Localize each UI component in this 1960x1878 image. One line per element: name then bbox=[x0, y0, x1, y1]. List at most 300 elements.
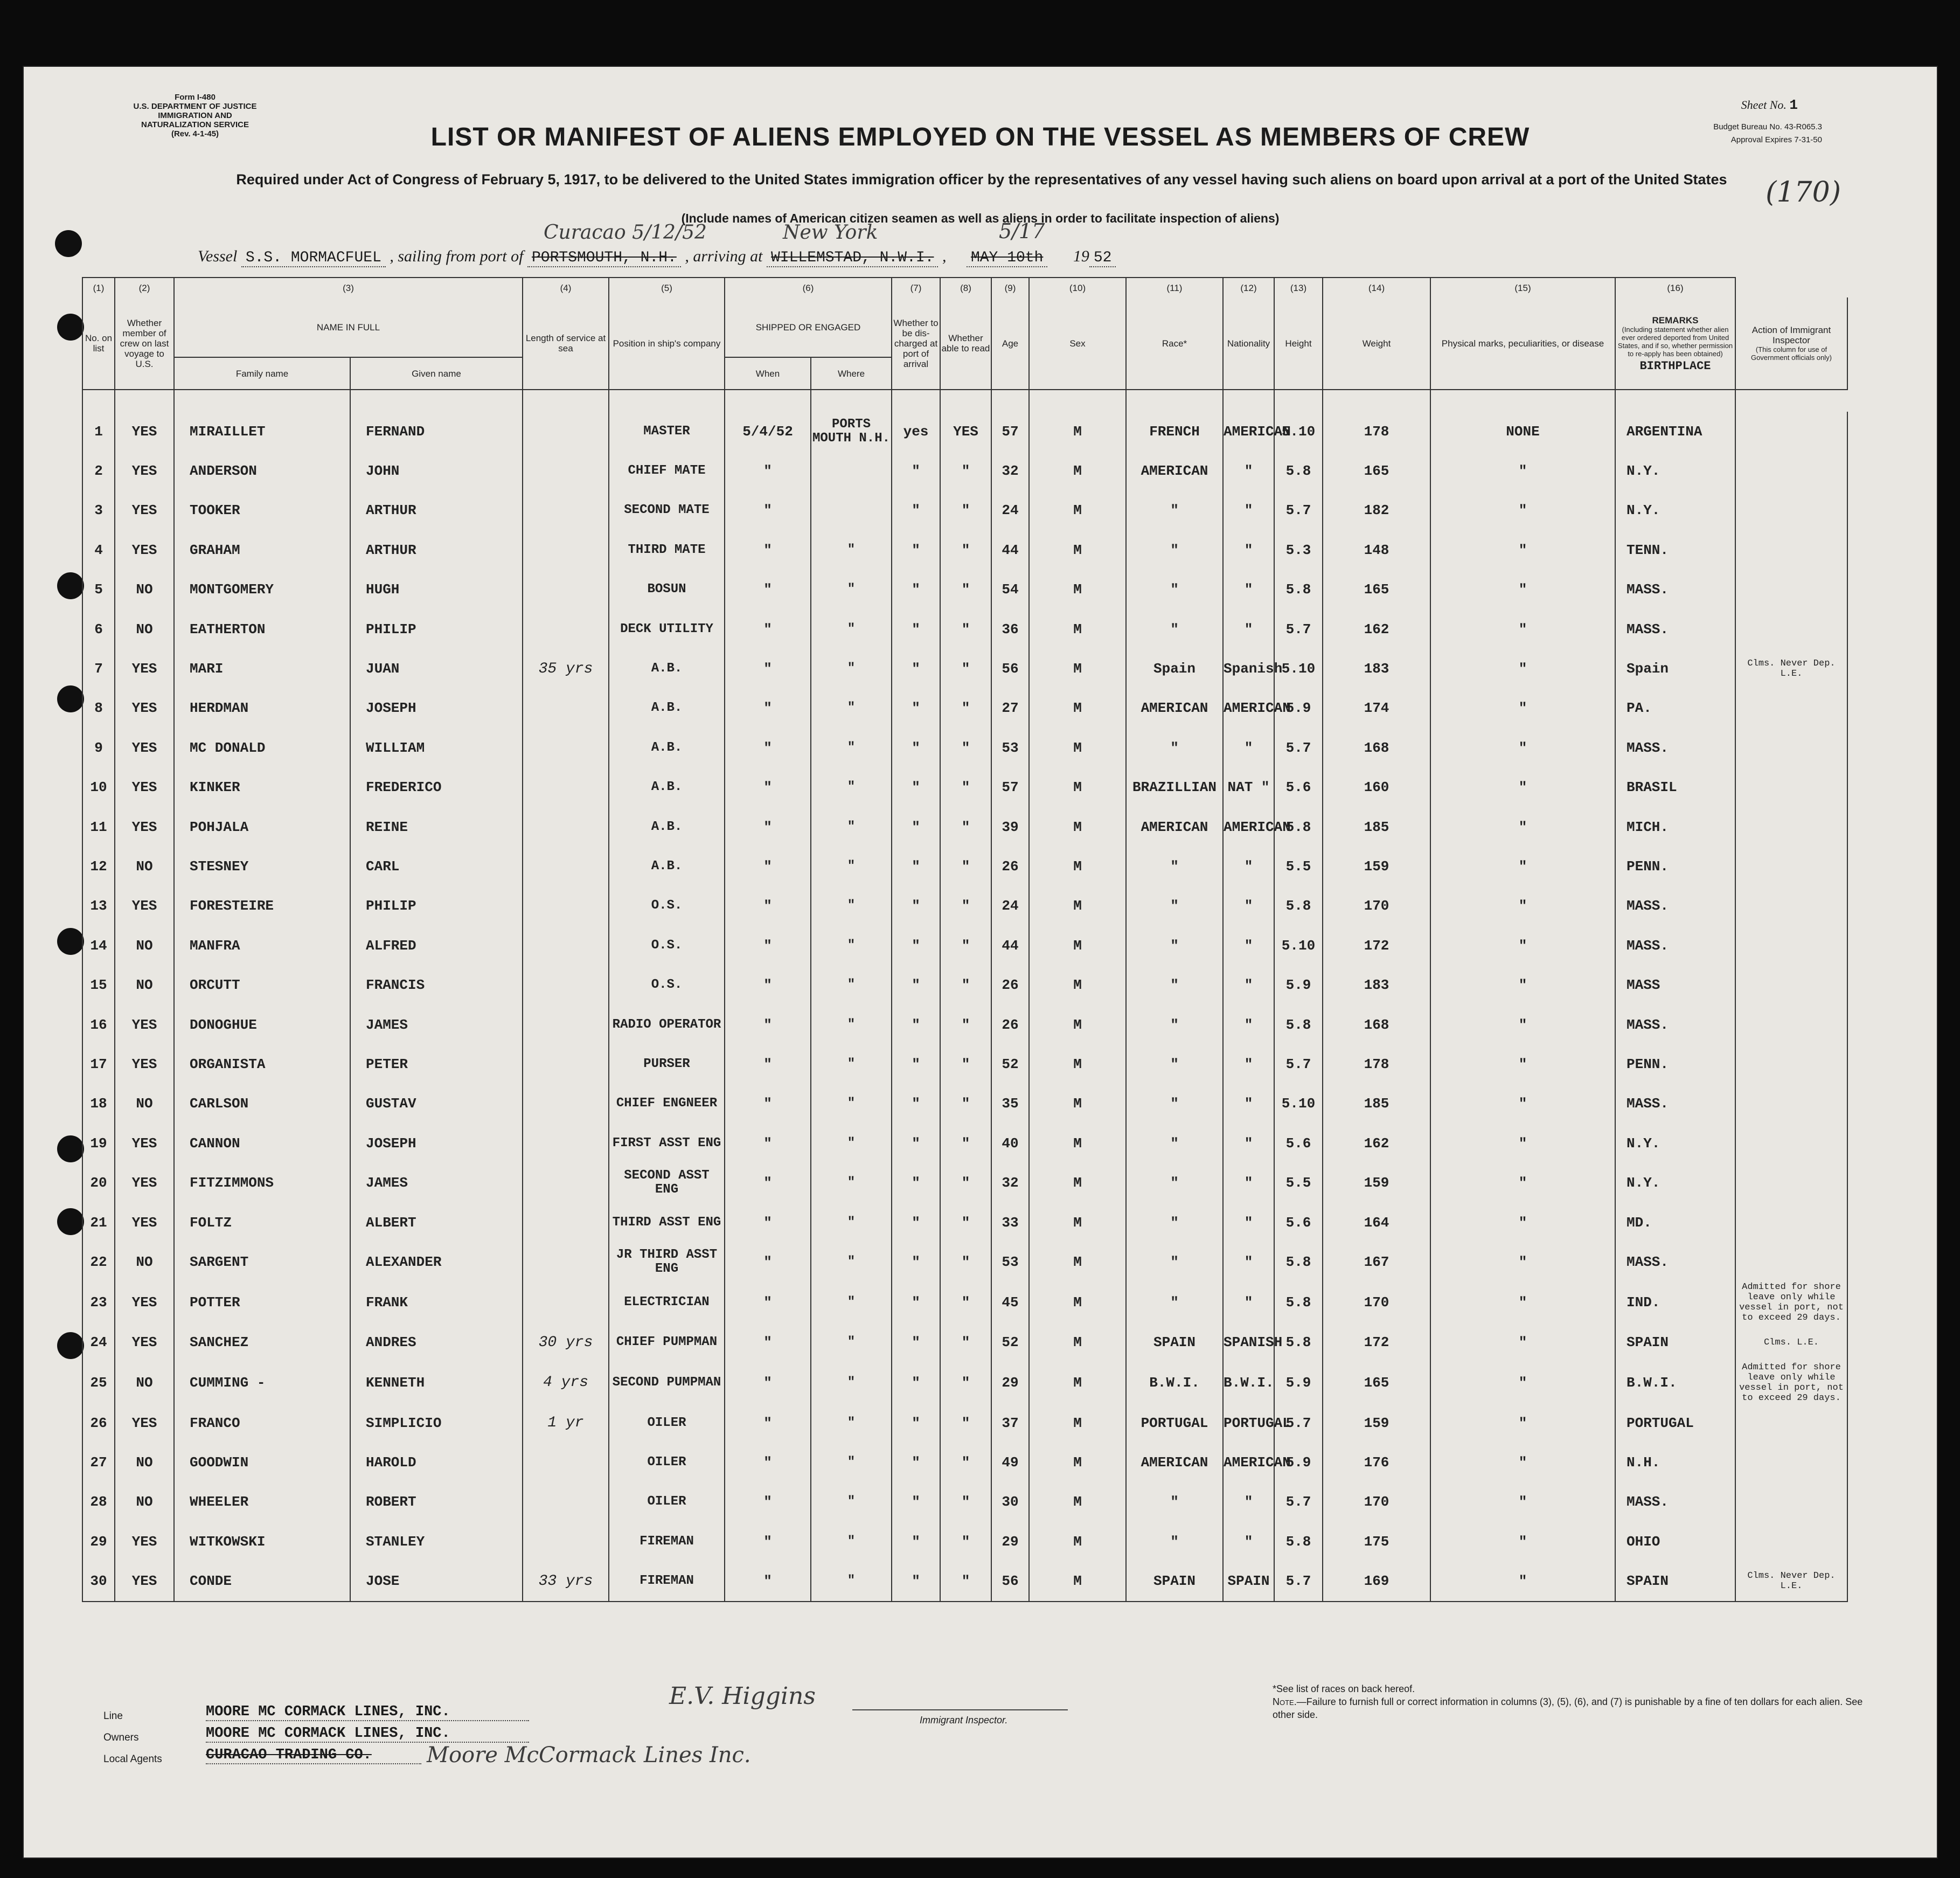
cell-crew: YES bbox=[115, 1044, 174, 1084]
cell-weight: 162 bbox=[1323, 1124, 1430, 1163]
cell-discharged: " bbox=[892, 1163, 940, 1202]
cell-discharged: " bbox=[892, 1443, 940, 1482]
cell-marks: " bbox=[1430, 1362, 1615, 1403]
cell-sex: M bbox=[1029, 1362, 1126, 1403]
cell-race: AMERICAN bbox=[1126, 451, 1223, 490]
header-where: Where bbox=[811, 357, 892, 390]
inspector-label: Immigrant Inspector. bbox=[920, 1715, 1008, 1725]
cell-where: " bbox=[811, 1323, 892, 1362]
cell-family: EATHERTON bbox=[174, 609, 350, 649]
cell-race: " bbox=[1126, 530, 1223, 570]
cell-height: 5.9 bbox=[1274, 689, 1323, 728]
cell-crew: YES bbox=[115, 768, 174, 807]
cell-position: SECOND MATE bbox=[609, 491, 725, 530]
cell-where: " bbox=[811, 728, 892, 767]
cell-race: " bbox=[1126, 491, 1223, 530]
cell-race: " bbox=[1126, 886, 1223, 926]
cell-height: 5.8 bbox=[1274, 451, 1323, 490]
cell-position: JR THIRD ASST ENG bbox=[609, 1242, 725, 1281]
cell-height: 5.10 bbox=[1274, 1084, 1323, 1124]
cell-given: ALEXANDER bbox=[350, 1242, 523, 1281]
cell-service bbox=[523, 886, 609, 926]
cell-family: ORCUTT bbox=[174, 965, 350, 1004]
cell-height: 5.8 bbox=[1274, 1323, 1323, 1362]
cell-nationality: " bbox=[1223, 1242, 1274, 1281]
cell-height: 5.8 bbox=[1274, 1242, 1323, 1281]
column-number-row: (1) (2) (3) (4) (5) (6) (7) (8) (9) (10) (11) (12) (13) (14) (15) (16) bbox=[82, 278, 1847, 297]
cell-crew: NO bbox=[115, 1482, 174, 1522]
cell-weight: 182 bbox=[1323, 491, 1430, 530]
cell-marks: " bbox=[1430, 649, 1615, 688]
cell-no: 23 bbox=[82, 1282, 115, 1323]
cell-crew: YES bbox=[115, 807, 174, 847]
cell-birthplace: N.Y. bbox=[1615, 1124, 1735, 1163]
cell-given: FREDERICO bbox=[350, 768, 523, 807]
cell-age: 39 bbox=[991, 807, 1029, 847]
line-value: MOORE MC CORMACK LINES, INC. bbox=[206, 1704, 529, 1721]
cell-read: " bbox=[940, 649, 991, 688]
table-row bbox=[82, 965, 1847, 1004]
cell-height: 5.3 bbox=[1274, 530, 1323, 570]
cell-no: 20 bbox=[82, 1163, 115, 1202]
footer-notes: *See list of races on back hereof. Note.—Failure to furnish full or correct information in columns (3), (5), (6), and (7) is punishable by a fine of ten dollars for each alien. See other side. bbox=[1273, 1683, 1863, 1720]
header-crew-last-voyage: Whether member of crew on last voyage to U.S. bbox=[115, 297, 174, 390]
cell-position: A.B. bbox=[609, 847, 725, 886]
cell-given: HAROLD bbox=[350, 1443, 523, 1482]
cell-given: PHILIP bbox=[350, 609, 523, 649]
header-length-service: Length of service at sea bbox=[523, 297, 609, 390]
cell-no: 22 bbox=[82, 1242, 115, 1281]
cell-read: YES bbox=[940, 412, 991, 451]
cell-family: WHEELER bbox=[174, 1482, 350, 1522]
cell-when: " bbox=[725, 1044, 811, 1084]
cell-height: 5.6 bbox=[1274, 1203, 1323, 1242]
cell-weight: 174 bbox=[1323, 689, 1430, 728]
cell-position: FIRST ASST ENG bbox=[609, 1124, 725, 1163]
cell-action bbox=[1735, 728, 1847, 767]
cell-family: POHJALA bbox=[174, 807, 350, 847]
header-physical-marks: Physical marks, peculiarities, or disease bbox=[1430, 297, 1615, 390]
cell-age: 27 bbox=[991, 689, 1029, 728]
cell-read: " bbox=[940, 728, 991, 767]
cell-sex: M bbox=[1029, 1084, 1126, 1124]
cell-crew: YES bbox=[115, 530, 174, 570]
cell-discharged: " bbox=[892, 926, 940, 965]
cell-height: 5.5 bbox=[1274, 847, 1323, 886]
cell-action bbox=[1735, 1443, 1847, 1482]
cell-weight: 170 bbox=[1323, 1482, 1430, 1522]
cell-sex: M bbox=[1029, 1124, 1126, 1163]
cell-nationality: AMERICAN bbox=[1223, 412, 1274, 451]
cell-birthplace: SPAIN bbox=[1615, 1562, 1735, 1602]
cell-discharged: " bbox=[892, 570, 940, 609]
cell-sex: M bbox=[1029, 768, 1126, 807]
cell-discharged: " bbox=[892, 451, 940, 490]
cell-age: 35 bbox=[991, 1084, 1029, 1124]
cell-position: OILER bbox=[609, 1482, 725, 1522]
cell-family: ORGANISTA bbox=[174, 1044, 350, 1084]
table-row bbox=[82, 570, 1847, 609]
cell-position: FIREMAN bbox=[609, 1562, 725, 1602]
cell-race: " bbox=[1126, 1163, 1223, 1202]
date-handwritten: 5/17 bbox=[998, 219, 1045, 243]
cell-where: " bbox=[811, 886, 892, 926]
page-subtitle: Required under Act of Congress of February 5, 1917, to be delivered to the United States immigration officer by the representatives of any vessel having such aliens on board upon arrival at a port of the United States bbox=[236, 171, 1727, 188]
table-row bbox=[82, 926, 1847, 965]
cell-crew: YES bbox=[115, 1124, 174, 1163]
cell-given: GUSTAV bbox=[350, 1084, 523, 1124]
cell-position: PURSER bbox=[609, 1044, 725, 1084]
header-shipped-engaged: SHIPPED OR ENGAGED bbox=[725, 297, 892, 357]
cell-sex: M bbox=[1029, 649, 1126, 688]
cell-sex: M bbox=[1029, 965, 1126, 1004]
cell-crew: NO bbox=[115, 1362, 174, 1403]
cell-given: HUGH bbox=[350, 570, 523, 609]
cell-action bbox=[1735, 965, 1847, 1004]
cell-marks: " bbox=[1430, 689, 1615, 728]
cell-action bbox=[1735, 1044, 1847, 1084]
cell-birthplace: MASS. bbox=[1615, 1084, 1735, 1124]
cell-race: FRENCH bbox=[1126, 412, 1223, 451]
cell-read: " bbox=[940, 1242, 991, 1281]
cell-race: " bbox=[1126, 1242, 1223, 1281]
cell-nationality: SPAIN bbox=[1223, 1562, 1274, 1602]
cell-height: 5.10 bbox=[1274, 926, 1323, 965]
cell-where: " bbox=[811, 649, 892, 688]
cell-race: Spain bbox=[1126, 649, 1223, 688]
cell-race: " bbox=[1126, 570, 1223, 609]
cell-position: THIRD ASST ENG bbox=[609, 1203, 725, 1242]
cell-nationality: " bbox=[1223, 886, 1274, 926]
cell-age: 44 bbox=[991, 926, 1029, 965]
cell-family: FOLTZ bbox=[174, 1203, 350, 1242]
cell-marks: " bbox=[1430, 1203, 1615, 1242]
cell-race: " bbox=[1126, 1282, 1223, 1323]
cell-sex: M bbox=[1029, 728, 1126, 767]
cell-action bbox=[1735, 451, 1847, 490]
cell-height: 5.10 bbox=[1274, 412, 1323, 451]
cell-sex: M bbox=[1029, 530, 1126, 570]
cell-service bbox=[523, 412, 609, 451]
sailing-handwritten: Curacao 5/12/52 bbox=[543, 221, 707, 244]
cell-age: 29 bbox=[991, 1362, 1029, 1403]
cell-no: 18 bbox=[82, 1084, 115, 1124]
cell-action: Admitted for shore leave only while vessel in port, not to exceed 29 days. bbox=[1735, 1282, 1847, 1323]
cell-marks: " bbox=[1430, 570, 1615, 609]
header-given-name: Given name bbox=[350, 357, 523, 390]
cell-race: " bbox=[1126, 1005, 1223, 1044]
cell-race: " bbox=[1126, 1124, 1223, 1163]
cell-birthplace: MASS. bbox=[1615, 570, 1735, 609]
cell-birthplace: N.Y. bbox=[1615, 1163, 1735, 1202]
cell-position: RADIO OPERATOR bbox=[609, 1005, 725, 1044]
cell-weight: 162 bbox=[1323, 609, 1430, 649]
cell-crew: YES bbox=[115, 886, 174, 926]
cell-discharged: " bbox=[892, 1044, 940, 1084]
cell-no: 25 bbox=[82, 1362, 115, 1403]
cell-position: CHIEF PUMPMAN bbox=[609, 1323, 725, 1362]
cell-service bbox=[523, 1124, 609, 1163]
owners-value: MOORE MC CORMACK LINES, INC. bbox=[206, 1725, 529, 1743]
cell-family: SANCHEZ bbox=[174, 1323, 350, 1362]
cell-when: " bbox=[725, 1242, 811, 1281]
cell-service bbox=[523, 965, 609, 1004]
cell-where: " bbox=[811, 926, 892, 965]
cell-weight: 159 bbox=[1323, 1403, 1430, 1443]
table-row bbox=[82, 1362, 1847, 1403]
cell-nationality: AMERICAN bbox=[1223, 807, 1274, 847]
cell-family: TOOKER bbox=[174, 491, 350, 530]
cell-given: ROBERT bbox=[350, 1482, 523, 1522]
cell-nationality: " bbox=[1223, 926, 1274, 965]
cell-marks: " bbox=[1430, 1124, 1615, 1163]
cell-no: 7 bbox=[82, 649, 115, 688]
table-row bbox=[82, 1044, 1847, 1084]
cell-when: " bbox=[725, 1124, 811, 1163]
cell-weight: 167 bbox=[1323, 1242, 1430, 1281]
cell-marks: " bbox=[1430, 1443, 1615, 1482]
cell-height: 5.8 bbox=[1274, 886, 1323, 926]
reference-number: (170) bbox=[1766, 176, 1841, 209]
cell-family: FORESTEIRE bbox=[174, 886, 350, 926]
cell-race: AMERICAN bbox=[1126, 807, 1223, 847]
cell-age: 54 bbox=[991, 570, 1029, 609]
cell-no: 4 bbox=[82, 530, 115, 570]
table-row bbox=[82, 1242, 1847, 1281]
cell-sex: M bbox=[1029, 609, 1126, 649]
cell-nationality: " bbox=[1223, 965, 1274, 1004]
cell-crew: NO bbox=[115, 965, 174, 1004]
cell-given: JAMES bbox=[350, 1163, 523, 1202]
cell-marks: NONE bbox=[1430, 412, 1615, 451]
table-row bbox=[82, 689, 1847, 728]
vessel-info-line: Vessel S.S. MORMACFUEL , sailing from port of Curacao 5/12/52 PORTSMOUTH, N.H. , arriving at New York WILLEMSTAD, N.W.I. , 5/17 MAY 10th 19 52 bbox=[198, 247, 1814, 274]
cell-height: 5.5 bbox=[1274, 1163, 1323, 1202]
cell-service: 35 yrs bbox=[523, 649, 609, 688]
cell-family: STESNEY bbox=[174, 847, 350, 886]
cell-race: AMERICAN bbox=[1126, 689, 1223, 728]
cell-birthplace: SPAIN bbox=[1615, 1323, 1735, 1362]
cell-nationality: NAT " bbox=[1223, 768, 1274, 807]
agents-value: CURACAO TRADING CO. bbox=[206, 1747, 421, 1764]
cell-action bbox=[1735, 1203, 1847, 1242]
cell-weight: 170 bbox=[1323, 1282, 1430, 1323]
column-header-row bbox=[82, 297, 1847, 357]
cell-where: " bbox=[811, 768, 892, 807]
cell-read: " bbox=[940, 768, 991, 807]
cell-when: " bbox=[725, 649, 811, 688]
cell-given: ANDRES bbox=[350, 1323, 523, 1362]
cell-family: SARGENT bbox=[174, 1242, 350, 1281]
header-race: Race* bbox=[1126, 297, 1223, 390]
cell-where: " bbox=[811, 570, 892, 609]
cell-age: 36 bbox=[991, 609, 1029, 649]
cell-weight: 165 bbox=[1323, 451, 1430, 490]
cell-age: 24 bbox=[991, 491, 1029, 530]
cell-given: KENNETH bbox=[350, 1362, 523, 1403]
cell-no: 10 bbox=[82, 768, 115, 807]
cell-race: " bbox=[1126, 847, 1223, 886]
cell-race: " bbox=[1126, 1044, 1223, 1084]
cell-weight: 183 bbox=[1323, 965, 1430, 1004]
cell-given: JOHN bbox=[350, 451, 523, 490]
header-age: Age bbox=[991, 297, 1029, 390]
cell-nationality: PORTUGAL bbox=[1223, 1403, 1274, 1443]
cell-when: 5/4/52 bbox=[725, 412, 811, 451]
cell-given: FRANK bbox=[350, 1282, 523, 1323]
cell-service bbox=[523, 609, 609, 649]
cell-service bbox=[523, 1084, 609, 1124]
cell-action bbox=[1735, 609, 1847, 649]
cell-sex: M bbox=[1029, 1323, 1126, 1362]
cell-age: 32 bbox=[991, 1163, 1029, 1202]
cell-nationality: SPANISH bbox=[1223, 1323, 1274, 1362]
cell-crew: YES bbox=[115, 1005, 174, 1044]
cell-position: BOSUN bbox=[609, 570, 725, 609]
budget-bureau-info: Budget Bureau No. 43-R065.3 Approval Expires 7-31-50 bbox=[1713, 122, 1822, 144]
table-row bbox=[82, 1084, 1847, 1124]
cell-discharged: " bbox=[892, 1084, 940, 1124]
cell-discharged: " bbox=[892, 530, 940, 570]
cell-weight: 159 bbox=[1323, 847, 1430, 886]
cell-discharged: " bbox=[892, 807, 940, 847]
cell-nationality: " bbox=[1223, 1163, 1274, 1202]
cell-where: " bbox=[811, 1203, 892, 1242]
cell-birthplace: MASS. bbox=[1615, 609, 1735, 649]
cell-age: 26 bbox=[991, 1005, 1029, 1044]
cell-race: SPAIN bbox=[1126, 1323, 1223, 1362]
cell-race: AMERICAN bbox=[1126, 1443, 1223, 1482]
cell-weight: 172 bbox=[1323, 1323, 1430, 1362]
cell-no: 15 bbox=[82, 965, 115, 1004]
cell-where: " bbox=[811, 1005, 892, 1044]
cell-height: 5.8 bbox=[1274, 1282, 1323, 1323]
cell-action bbox=[1735, 1163, 1847, 1202]
cell-crew: YES bbox=[115, 1163, 174, 1202]
cell-discharged: " bbox=[892, 728, 940, 767]
cell-age: 52 bbox=[991, 1044, 1029, 1084]
header-nationality: Nationality bbox=[1223, 297, 1274, 390]
cell-crew: NO bbox=[115, 570, 174, 609]
cell-marks: " bbox=[1430, 1084, 1615, 1124]
table-row bbox=[82, 1443, 1847, 1482]
cell-nationality: " bbox=[1223, 1044, 1274, 1084]
inspector-signature: E.V. Higgins bbox=[669, 1682, 816, 1710]
form-identifier: Form I-480 U.S. DEPARTMENT OF JUSTICE IMMIGRATION AND NATURALIZATION SERVICE (Rev. 4-1-45) bbox=[133, 93, 257, 138]
cell-where: " bbox=[811, 1124, 892, 1163]
cell-crew: NO bbox=[115, 926, 174, 965]
table-row bbox=[82, 728, 1847, 767]
header-when: When bbox=[725, 357, 811, 390]
cell-when: " bbox=[725, 1005, 811, 1044]
cell-when: " bbox=[725, 847, 811, 886]
cell-given: SIMPLICIO bbox=[350, 1403, 523, 1443]
table-row bbox=[82, 1403, 1847, 1443]
cell-family: CARLSON bbox=[174, 1084, 350, 1124]
cell-race: " bbox=[1126, 728, 1223, 767]
cell-where: " bbox=[811, 1044, 892, 1084]
cell-sex: M bbox=[1029, 1203, 1126, 1242]
cell-birthplace: MASS. bbox=[1615, 728, 1735, 767]
cell-nationality: " bbox=[1223, 491, 1274, 530]
cell-action bbox=[1735, 491, 1847, 530]
cell-nationality: " bbox=[1223, 1282, 1274, 1323]
cell-age: 53 bbox=[991, 1242, 1029, 1281]
cell-marks: " bbox=[1430, 768, 1615, 807]
cell-action: Clms. Never Dep. L.E. bbox=[1735, 1562, 1847, 1602]
cell-discharged: " bbox=[892, 649, 940, 688]
cell-sex: M bbox=[1029, 1282, 1126, 1323]
cell-age: 56 bbox=[991, 649, 1029, 688]
cell-birthplace: N.Y. bbox=[1615, 451, 1735, 490]
table-row bbox=[82, 491, 1847, 530]
cell-birthplace: MASS. bbox=[1615, 1005, 1735, 1044]
cell-sex: M bbox=[1029, 1044, 1126, 1084]
cell-when: " bbox=[725, 768, 811, 807]
cell-birthplace: MASS bbox=[1615, 965, 1735, 1004]
table-row bbox=[82, 886, 1847, 926]
cell-height: 5.9 bbox=[1274, 1443, 1323, 1482]
sailing-from: PORTSMOUTH, N.H. bbox=[527, 250, 681, 267]
cell-birthplace: OHIO bbox=[1615, 1522, 1735, 1561]
cell-when: " bbox=[725, 609, 811, 649]
cell-discharged: " bbox=[892, 1124, 940, 1163]
cell-sex: M bbox=[1029, 847, 1126, 886]
cell-height: 5.7 bbox=[1274, 1403, 1323, 1443]
table-row bbox=[82, 1323, 1847, 1362]
cell-discharged: " bbox=[892, 1282, 940, 1323]
header-discharged: Whether to be dis-charged at port of arrival bbox=[892, 297, 940, 390]
cell-given: REINE bbox=[350, 807, 523, 847]
cell-where: PORTS MOUTH N.H. bbox=[811, 412, 892, 451]
cell-where: " bbox=[811, 689, 892, 728]
cell-when: " bbox=[725, 1443, 811, 1482]
cell-weight: 165 bbox=[1323, 1362, 1430, 1403]
cell-height: 5.6 bbox=[1274, 768, 1323, 807]
cell-race: " bbox=[1126, 926, 1223, 965]
manifest-sheet: Form I-480 U.S. DEPARTMENT OF JUSTICE IMMIGRATION AND NATURALIZATION SERVICE (Rev. 4-1-45) Sheet No. 1 Budget Bureau No. 43-R065.3 Approval Expires 7-31-50 LIST OR MANIFEST OF ALIENS EMPLOYED ON THE VESSEL AS MEMBERS OF CREW Required under Act of Congress of February 5, 1917, to be delivered to the United States immigration officer by the representatives of any vessel having such aliens on board upon arrival at a port of the United States (Include names of American citizen seamen as well as aliens in order to facilitate inspection of aliens) (170) Vessel S.S. MORMACFUEL , sailing from port of Curacao 5/12/52 PORTSMOUTH, N.H. , arriving at New York WILLEMSTAD, N.W.I. , 5/17 MAY 10th 19 52 (1) (2) (3) (4) (5) (6) (7) (8) (9) (10) (11) (12) (13) (14) (15) (16) No. on list Whether member of crew on last voyage to U.S. NAME IN FULL Length of service at sea Position in ship's company SHIPPED OR ENGAGED Whether to be dis-charged at port of arrival Whether able to read Age Sex Race* Nationality Height Weight Physical marks, peculiarities, or disease REMARKS (Including statement whether alien ever ordered deported from United States, and if so, whether permission to re-apply has been obtained) BIRTHPLACE Action of Immigrant Inspector (This column for use of Government officials only) Family name Given name When Where 1 YES MIRAILLET FERNAND MASTER 5/4/52 PORTS MOUTH N.H. yes YES 57 M FRENCH AMERICAN 5.10 178 NONE ARGENTINA 2 YES ANDERSON JOHN CHIEF MATE " " " 32 M AMERICAN " 5.8 165 " N.Y. 3 YES TOOKER ARTHUR SECOND MATE " " " 24 M " " 5.7 182 " N.Y. 4 YES GRAHAM ARTHUR THIRD MATE " " " " 44 M " " 5.3 148 " TENN. 5 NO MONTGOMERY HUGH BOSUN " " " " 54 M " " 5.8 165 " MASS. 6 NO EATHERTON PHILIP DECK UTILITY " " " " 36 M " " 5.7 162 " MASS. 7 YES MARI JUAN 35 yrs A.B. " " " " 56 M Spain Spanish 5.10 183 " Spain Clms. Never Dep. L.E. 8 YES HERDMAN JOSEPH A.B. " " " " 27 M AMERICAN AMERICAN 5.9 174 " PA. 9 YES MC DONALD WILLIAM A.B. " " " " 53 M " " 5.7 168 " MASS. 10 YES KINKER FREDERICO A.B. " " " " 57 M BRAZILLIAN NAT " 5.6 160 " BRASIL 11 YES POHJALA REINE A.B. " " " " 39 M AMERICAN AMERICAN 5.8 185 " MICH. 12 NO STESNEY CARL A.B. " " " " 26 M " " 5.5 159 " PENN. 13 YES FORESTEIRE PHILIP O.S. " " " " 24 M " " 5.8 170 " MASS. 14 NO MANFRA ALFRED O.S. " " " " 44 M " " 5.10 172 " MASS. 15 NO ORCUTT FRANCIS O.S. " " " " 26 M " " 5.9 183 " MASS 16 YES DONOGHUE JAMES RADIO OPERATOR " " " " 26 M " " 5.8 168 " MASS. 17 YES ORGANISTA PETER PURSER " " " " 52 M " " 5.7 178 " PENN. 18 NO CARLSON GUSTAV CHIEF ENGNEER " " " " 35 M " " 5.10 185 " MASS. 19 YES CANNON JOSEPH FIRST ASST ENG " " " " 40 M " " 5.6 162 " N.Y. 20 YES FITZIMMONS JAMES SECOND ASST ENG " " " " 32 M " " 5.5 159 " N.Y. 21 YES FOLTZ ALBERT THIRD ASST ENG " " " " 33 M " " 5.6 164 " MD. 22 NO SARGENT ALEXANDER JR THIRD ASST ENG " " " " 53 M " " 5.8 167 " MASS. 23 YES POTTER FRANK ELECTRICIAN " " " " 45 M " " 5.8 170 " IND. Admitted for shore leave only while vessel in port, not to exceed 29 days. 24 YES SANCHEZ ANDRES 30 yrs CHIEF PUMPMAN " " " " 52 M SPAIN SPANISH 5.8 172 " SPAIN Clms. L.E. 25 NO CUMMING - KENNETH 4 yrs SECOND PUMPMAN " " " " 29 M B.W.I. B.W.I. 5.9 165 " B.W.I. Admitted for shore leave only while vessel in port, not to exceed 29 days. 26 YES FRANCO SIMPLICIO 1 yr OILER " " " " 37 M PORTUGAL PORTUGAL 5.7 159 " PORTUGAL 27 NO GOODWIN HAROLD OILER " " " " 49 M AMERICAN AMERICAN 5.9 176 " N.H. 28 NO WHEELER ROBERT OILER " " " " 30 M " " 5.7 170 " MASS. 29 YES WITKOWSKI STANLEY FIREMAN " " " " 29 M " " 5.8 175 " OHIO 30 YES CONDE JOSE 33 yrs FIREMAN " " " " 56 M SPAIN SPAIN 5.7 169 " SPAIN Clms. Never Dep. L.E. Line MOORE MC CORMACK LINES, INC. Owners MOORE MC CORMACK LINES, INC. Local Agents CURACAO TRADING CO. Moore McCormack Lines Inc. E.V. Higgins Immigrant Inspector. *See list of races on back hereof. Note.—Failure to furnish full or correct information in columns (3), (5), (6), and (7) is punishable by a fine of ten dollars for each alien. See other side. bbox=[23, 66, 1938, 1859]
cell-nationality: AMERICAN bbox=[1223, 1443, 1274, 1482]
cell-nationality: " bbox=[1223, 1522, 1274, 1561]
cell-service: 30 yrs bbox=[523, 1323, 609, 1362]
cell-sex: M bbox=[1029, 926, 1126, 965]
cell-service bbox=[523, 1203, 609, 1242]
cell-when: " bbox=[725, 1203, 811, 1242]
cell-birthplace: MASS. bbox=[1615, 1482, 1735, 1522]
cell-birthplace: Spain bbox=[1615, 649, 1735, 688]
cell-service bbox=[523, 1282, 609, 1323]
cell-sex: M bbox=[1029, 491, 1126, 530]
cell-service bbox=[523, 1443, 609, 1482]
cell-given: JAMES bbox=[350, 1005, 523, 1044]
cell-marks: " bbox=[1430, 886, 1615, 926]
cell-nationality: " bbox=[1223, 609, 1274, 649]
cell-no: 14 bbox=[82, 926, 115, 965]
cell-height: 5.8 bbox=[1274, 807, 1323, 847]
cell-service bbox=[523, 1522, 609, 1561]
cell-marks: " bbox=[1430, 609, 1615, 649]
cell-nationality: " bbox=[1223, 530, 1274, 570]
cell-read: " bbox=[940, 1562, 991, 1602]
cell-read: " bbox=[940, 926, 991, 965]
header-sex: Sex bbox=[1029, 297, 1126, 390]
cell-family: ANDERSON bbox=[174, 451, 350, 490]
cell-when: " bbox=[725, 728, 811, 767]
cell-read: " bbox=[940, 1443, 991, 1482]
cell-service bbox=[523, 1163, 609, 1202]
cell-where: " bbox=[811, 530, 892, 570]
cell-marks: " bbox=[1430, 1323, 1615, 1362]
